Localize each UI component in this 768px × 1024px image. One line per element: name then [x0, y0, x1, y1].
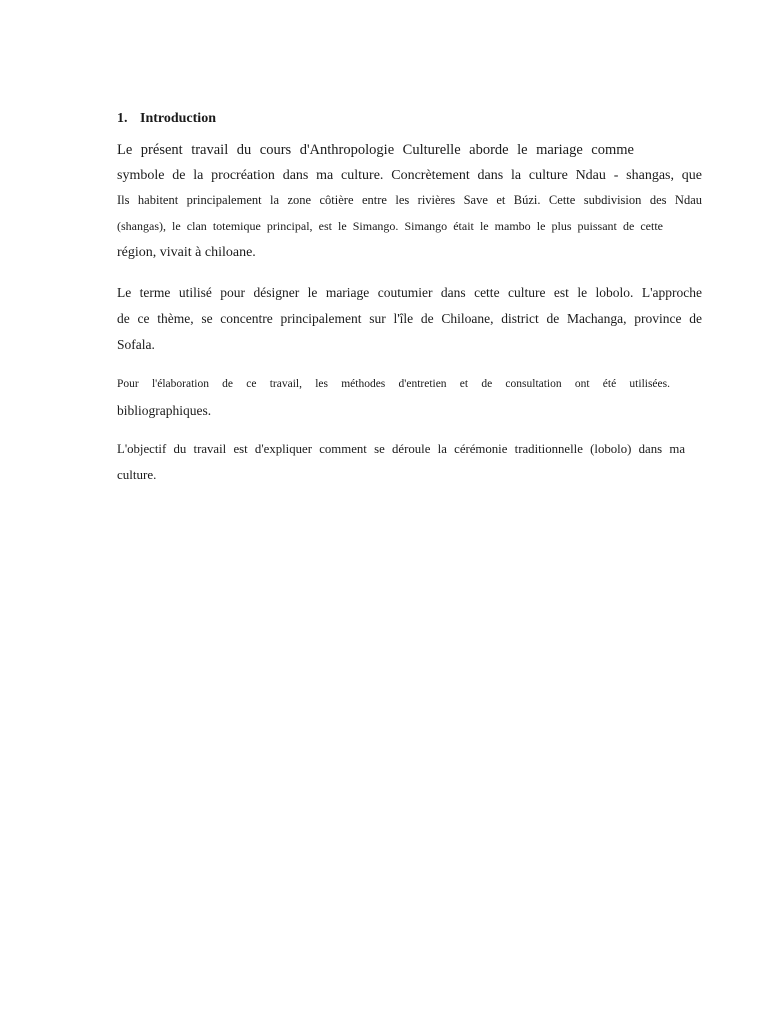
paragraph-intro: [117, 138, 702, 265]
document-page: [117, 108, 702, 488]
text-line: Sofala.: [117, 337, 155, 352]
paragraph-objective: [117, 436, 702, 488]
section-number: 1.: [117, 111, 128, 126]
text-line: L'objectif du travail est d'expliquer comment se déroule la cérémonie traditionnelle (lobolo) dans ma: [117, 442, 685, 456]
text-line: de ce thème, se concentre principalement sur l'île de Chiloane, district de Machanga, province de: [117, 311, 702, 326]
section-title: Introduction: [140, 111, 216, 126]
text-line: symbole de la procréation dans ma culture. Concrètement dans la culture Ndau - shangas, que: [117, 168, 702, 183]
text-line: Le terme utilisé pour désigner le mariage coutumier dans cette culture est le lobolo. L'approche: [117, 285, 702, 300]
text-line: Ils habitent principalement la zone côtière entre les rivières Save et Búzi. Cette subdivision des Ndau: [117, 193, 702, 207]
paragraph-lobolo: [117, 280, 702, 358]
text-line: bibliographiques.: [117, 403, 212, 418]
text-line: culture.: [117, 467, 157, 482]
text-line: Le présent travail du cours d'Anthropologie Culturelle aborde le mariage comme: [117, 142, 634, 158]
text-line: (shangas), le clan totemique principal, est le Simango. Simango était le mambo le plus puissant de cette: [117, 219, 663, 233]
text-line: Pour l'élaboration de ce travail, les méthodes d'entretien et de consultation ont été utilisées.: [117, 378, 670, 390]
paragraph-methods: [117, 372, 702, 424]
text-line: région, vivait à chiloane.: [117, 245, 256, 260]
section-heading: [117, 108, 702, 130]
